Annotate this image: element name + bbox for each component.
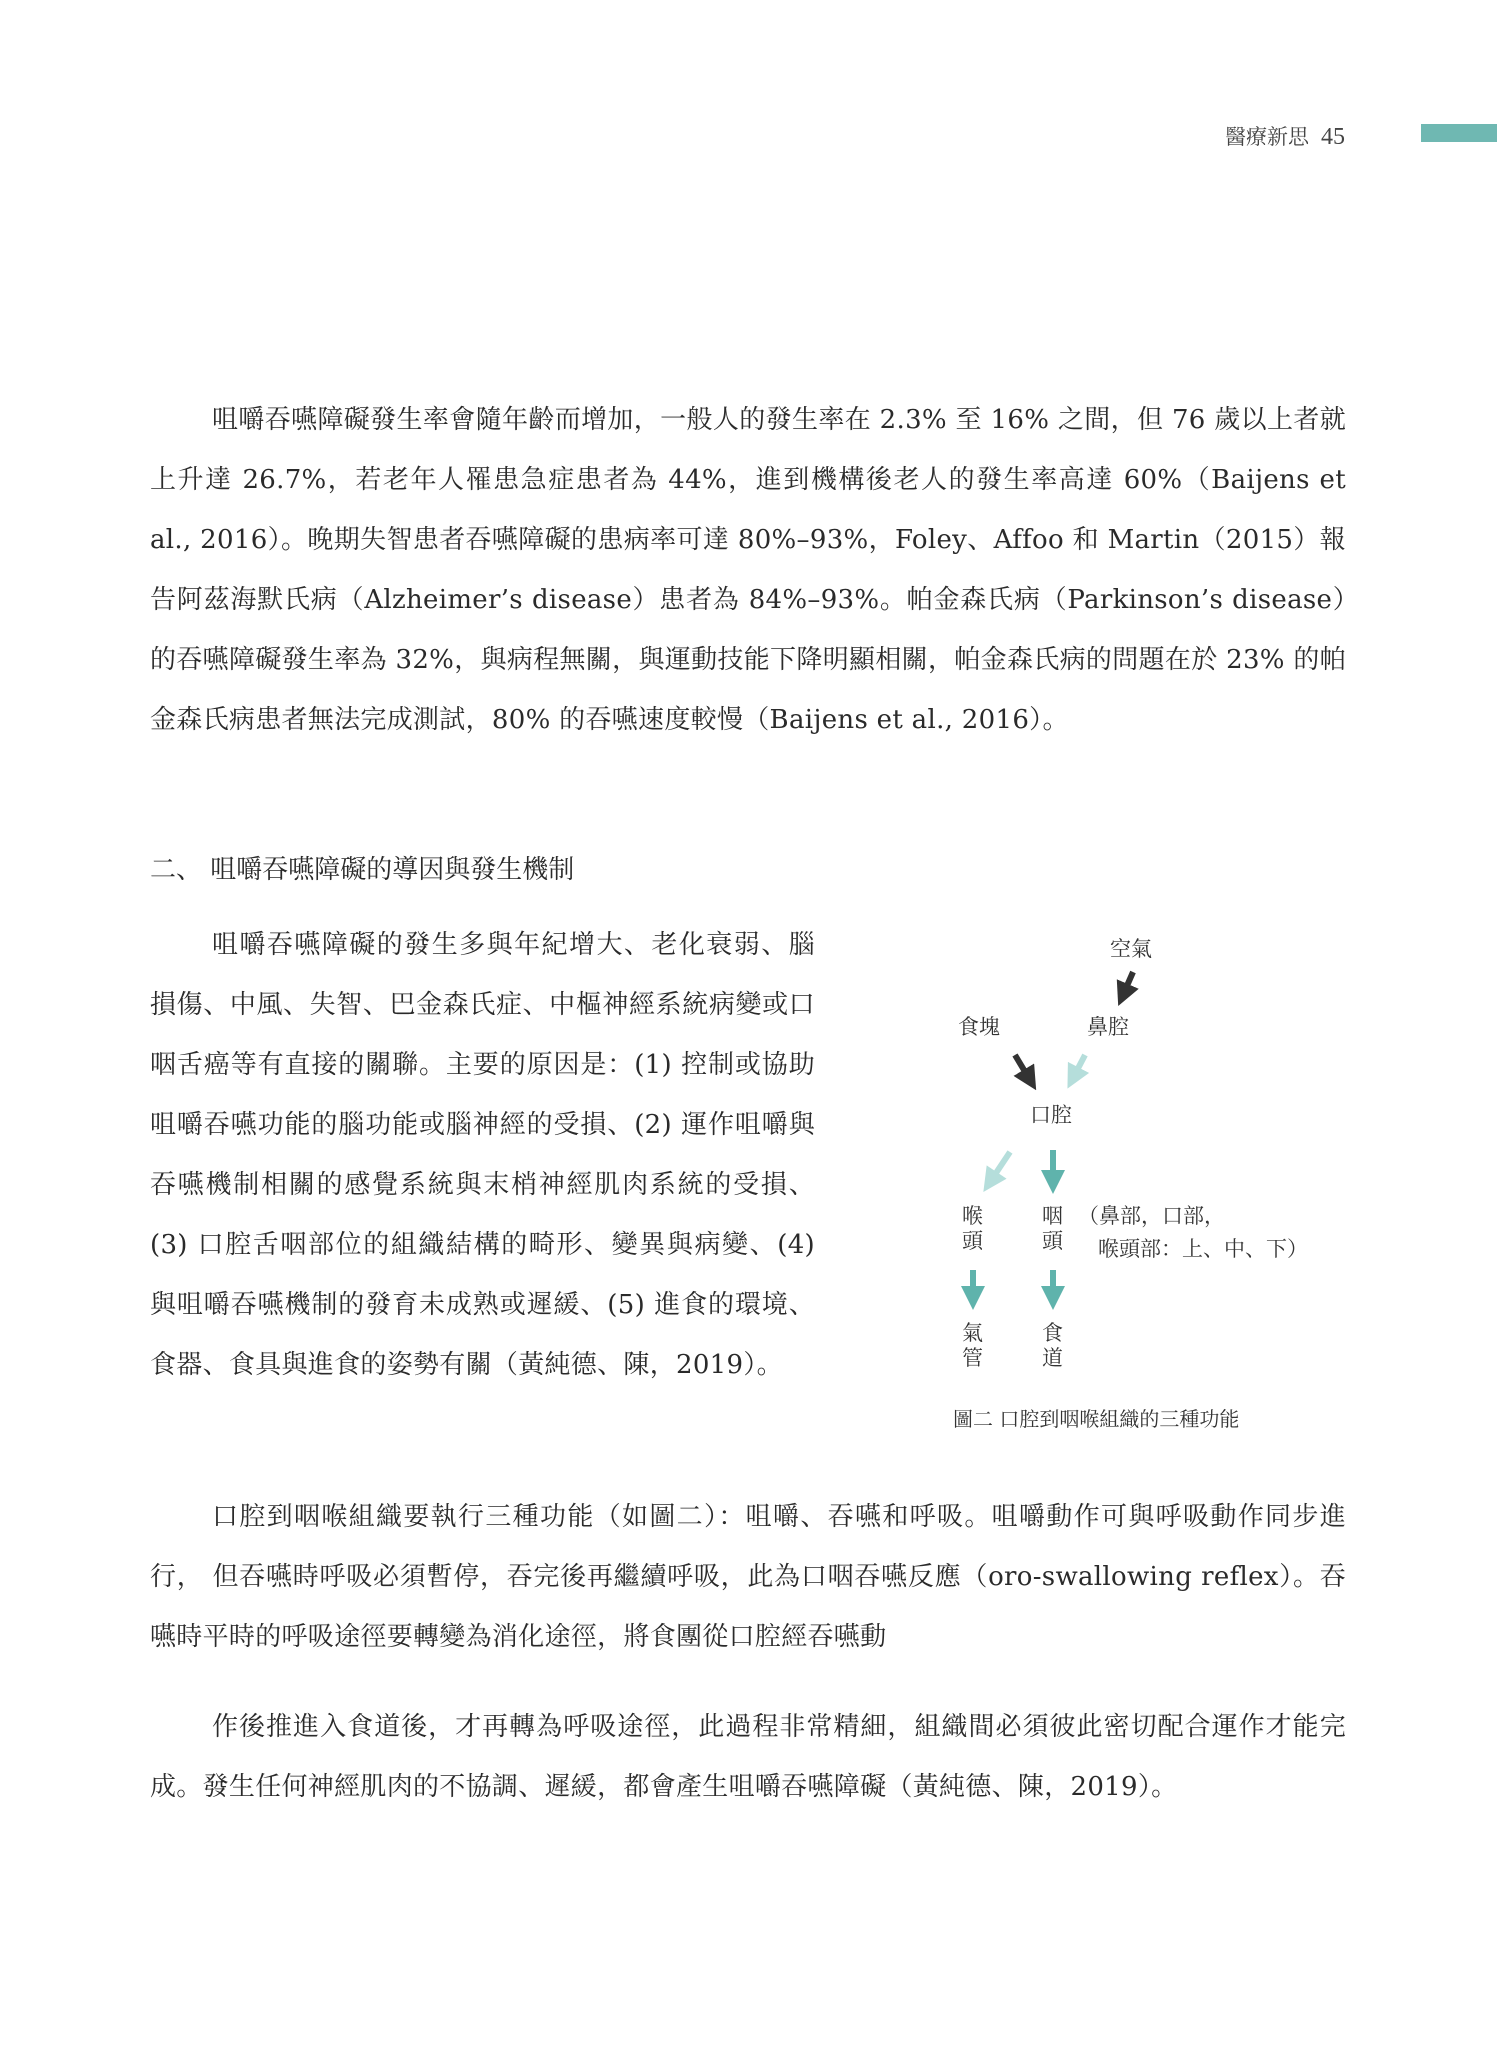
label-trachea-2: 管 (962, 1346, 983, 1370)
arrow-air-to-nasal (1123, 972, 1133, 995)
figure-caption: 圖二 口腔到咽喉組織的三種功能 (953, 1407, 1240, 1431)
journal-title: 醫療新思 (1225, 125, 1309, 149)
paragraph-causes: 咀嚼吞嚥障礙的發生多與年紀增大、老化衰弱、腦損傷、中風、失智、巴金森氏症、中樞神經系統病變或口咽舌癌等有直接的關聯。主要的原因是：(1) 控制或協助咀嚼吞嚥功能的腦功能或腦神經的受損、(2) 運作咀嚼與吞嚥機制相關的感覺系統與末梢神經肌肉系統的受損、(3) 口腔舌咽部位的組織結構的畸形、變異與病變、(4) 與咀嚼吞嚥機制的發育未成熟或遲緩、(5) 進食的環境、食器、食具與進食的姿勢有關（黃純德、陳，2019）。 (150, 930, 815, 1380)
label-pharynx-2: 頭 (1042, 1229, 1063, 1253)
page-number: 45 (1321, 124, 1345, 150)
label-larynx-2: 頭 (962, 1229, 983, 1253)
label-esophagus-1: 食 (1042, 1321, 1063, 1345)
label-oral-cavity: 口腔 (1030, 1103, 1072, 1127)
diagram-svg (930, 920, 1370, 1460)
label-bolus: 食塊 (958, 1015, 1000, 1039)
label-esophagus-2: 道 (1042, 1346, 1063, 1370)
arrow-nasal-to-oral (1073, 1055, 1085, 1078)
header-accent-bar (1421, 124, 1497, 142)
paragraph-three-functions: 口腔到咽喉組織要執行三種功能（如圖二）：咀嚼、吞嚥和呼吸。咀嚼動作可與呼吸動作同步進行， 但吞嚥時呼吸必須暫停，吞完後再繼續呼吸，此為口咽吞嚥反應（oro-swallowing reflex）。吞嚥時平時的呼吸途徑要轉變為消化途徑，將食團從口腔經吞嚥動 (150, 1502, 1346, 1652)
label-pharynx-1: 咽 (1042, 1204, 1063, 1228)
paragraph-prevalence: 咀嚼吞嚥障礙發生率會隨年齡而增加，一般人的發生率在 2.3% 至 16% 之間，但 76 歲以上者就上升達 26.7%，若老年人罹患急症患者為 44%，進到機構後老人的發生率高達 60%（Baijens et al., 2016）。晚期失智患者吞嚥障礙的患病率可達 80%–93%，Foley、Affoo 和 Martin（2015）報告阿茲海默氏病（Alzheimer’s disease）患者為 84%–93%。帕金森氏病（Parkinson’s disease）的吞嚥障礙發生率為 32%，與病程無關，與運動技能下降明顯相關，帕金森氏病的問題在於 23% 的帕金森氏病患者無法完成測試，80% 的吞嚥速度較慢（Baijens et al., 2016）。 (150, 405, 1346, 735)
section-heading: 二、 咀嚼吞嚥障礙的導因與發生機制 (150, 855, 575, 885)
arrow-bolus-to-oral (1015, 1055, 1030, 1080)
paragraph-coordination: 作後推進入食道後，才再轉為呼吸途徑，此過程非常精細，組織間必須彼此密切配合運作才能完成。發生任何神經肌肉的不協調、遲緩，都會產生咀嚼吞嚥障礙（黃純德、陳，2019）。 (150, 1712, 1346, 1802)
label-pharynx-note-1: （鼻部，口部， (1078, 1204, 1225, 1228)
label-air: 空氣 (1110, 937, 1152, 961)
arrow-oral-to-larynx (990, 1152, 1010, 1182)
label-nasal-cavity: 鼻腔 (1087, 1015, 1129, 1039)
label-larynx-1: 喉 (962, 1204, 983, 1228)
label-pharynx-note-2: 喉頭部：上、中、下） (1098, 1237, 1308, 1261)
label-trachea-1: 氣 (962, 1321, 983, 1345)
oropharynx-diagram (930, 920, 1370, 1460)
running-header (1225, 121, 1345, 151)
